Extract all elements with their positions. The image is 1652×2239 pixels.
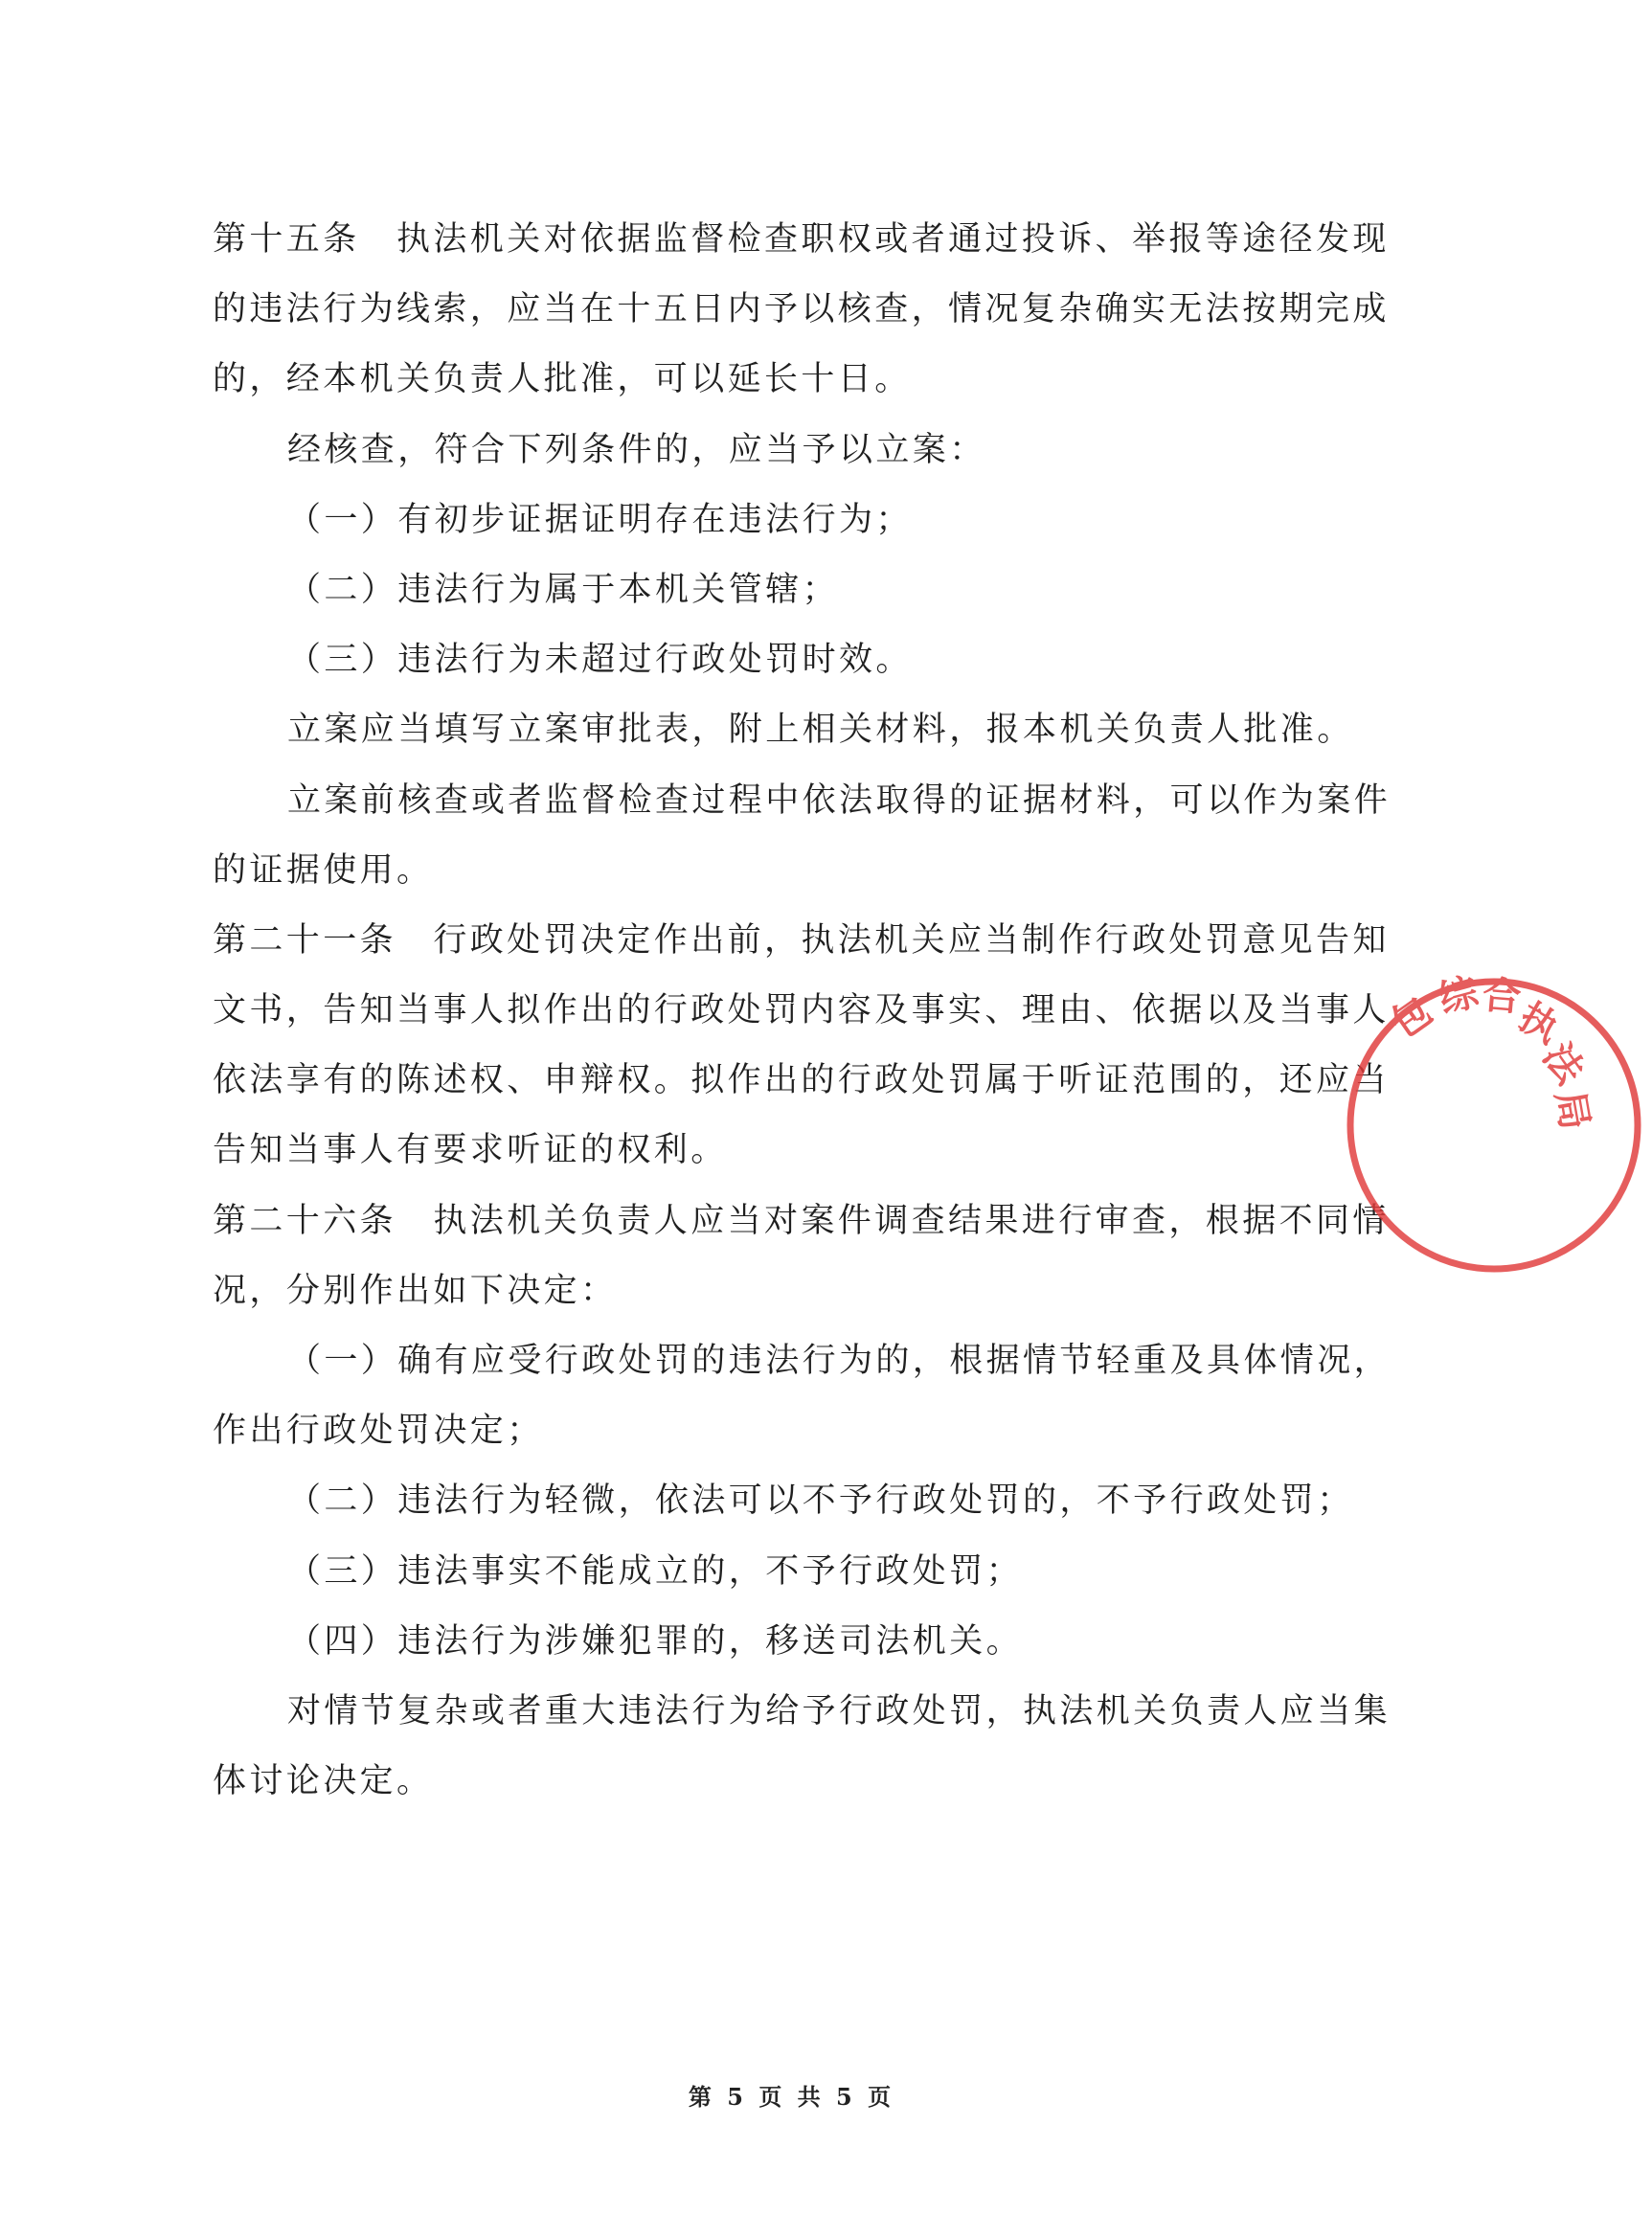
- seal-char: 综: [1434, 969, 1483, 1023]
- text-line: 对情节复杂或者重大违法行为给予行政处罚，执法机关负责人应当集: [287, 1691, 1392, 1730]
- text-line: 的证据使用。: [213, 850, 434, 890]
- text-line: 立案应当填写立案审批表，附上相关材料，报本机关负责人批准。: [287, 711, 1354, 750]
- document-body: [213, 205, 1410, 1817]
- text-line: 第十五条 执法机关对依据监督检查职权或者通过投诉、举报等途径发现: [213, 220, 1390, 259]
- text-line: 立案前核查或者监督检查过程中依法取得的证据材料，可以作为案件: [287, 780, 1392, 820]
- text-line: 依法享有的陈述权、申辩权。拟作出的行政处罚属于听证范围的，还应当: [213, 1061, 1390, 1100]
- seal-stamp: [1350, 970, 1638, 1269]
- text-line: 第二十六条 执法机关负责人应当对案件调查结果进行审查，根据不同情: [213, 1201, 1390, 1240]
- text-line: 况，分别作出如下决定：: [213, 1271, 618, 1310]
- seal-char: 局: [1547, 1087, 1597, 1134]
- seal-char: 包: [1383, 988, 1440, 1048]
- text-line: （二）违法行为属于本机关管辖；: [287, 570, 840, 609]
- text-line: （四）违法行为涉嫌犯罪的，移送司法机关。: [287, 1621, 1024, 1661]
- text-line: 体讨论决定。: [213, 1762, 434, 1801]
- text-line: 告知当事人有要求听证的权利。: [213, 1131, 728, 1170]
- text-line: （二）违法行为轻微，依法可以不予行政处罚的，不予行政处罚；: [287, 1481, 1354, 1521]
- text-line: （三）违法事实不能成立的，不予行政处罚；: [287, 1551, 1024, 1591]
- text-line: （一）有初步证据证明存在违法行为；: [287, 500, 913, 539]
- text-line: （一）确有应受行政处罚的违法行为的，根据情节轻重及具体情况，: [287, 1342, 1392, 1380]
- page-number-footer: 第 5 页 共 5 页: [688, 2083, 895, 2111]
- text-line: 经核查，符合下列条件的，应当予以立案：: [287, 430, 986, 469]
- seal-char: 执: [1511, 994, 1567, 1052]
- seal-lettering: [1383, 970, 1596, 1134]
- seal-char: 合: [1481, 973, 1523, 1021]
- text-line: 的违法行为线索，应当在十五日内予以核查，情况复杂确实无法按期完成: [213, 290, 1390, 329]
- text-line: （三）违法行为未超过行政处罚时效。: [287, 641, 913, 680]
- official-seal: [1336, 967, 1652, 1283]
- seal-char: 法: [1533, 1035, 1593, 1093]
- text-line: 作出行政处罚决定；: [213, 1412, 544, 1451]
- text-line: 文书，告知当事人拟作出的行政处罚内容及事实、理由、依据以及当事人: [213, 991, 1390, 1030]
- text-line: 第二十一条 行政处罚决定作出前，执法机关应当制作行政处罚意见告知: [213, 920, 1390, 960]
- text-line: 的，经本机关负责人批准，可以延长十日。: [213, 360, 912, 399]
